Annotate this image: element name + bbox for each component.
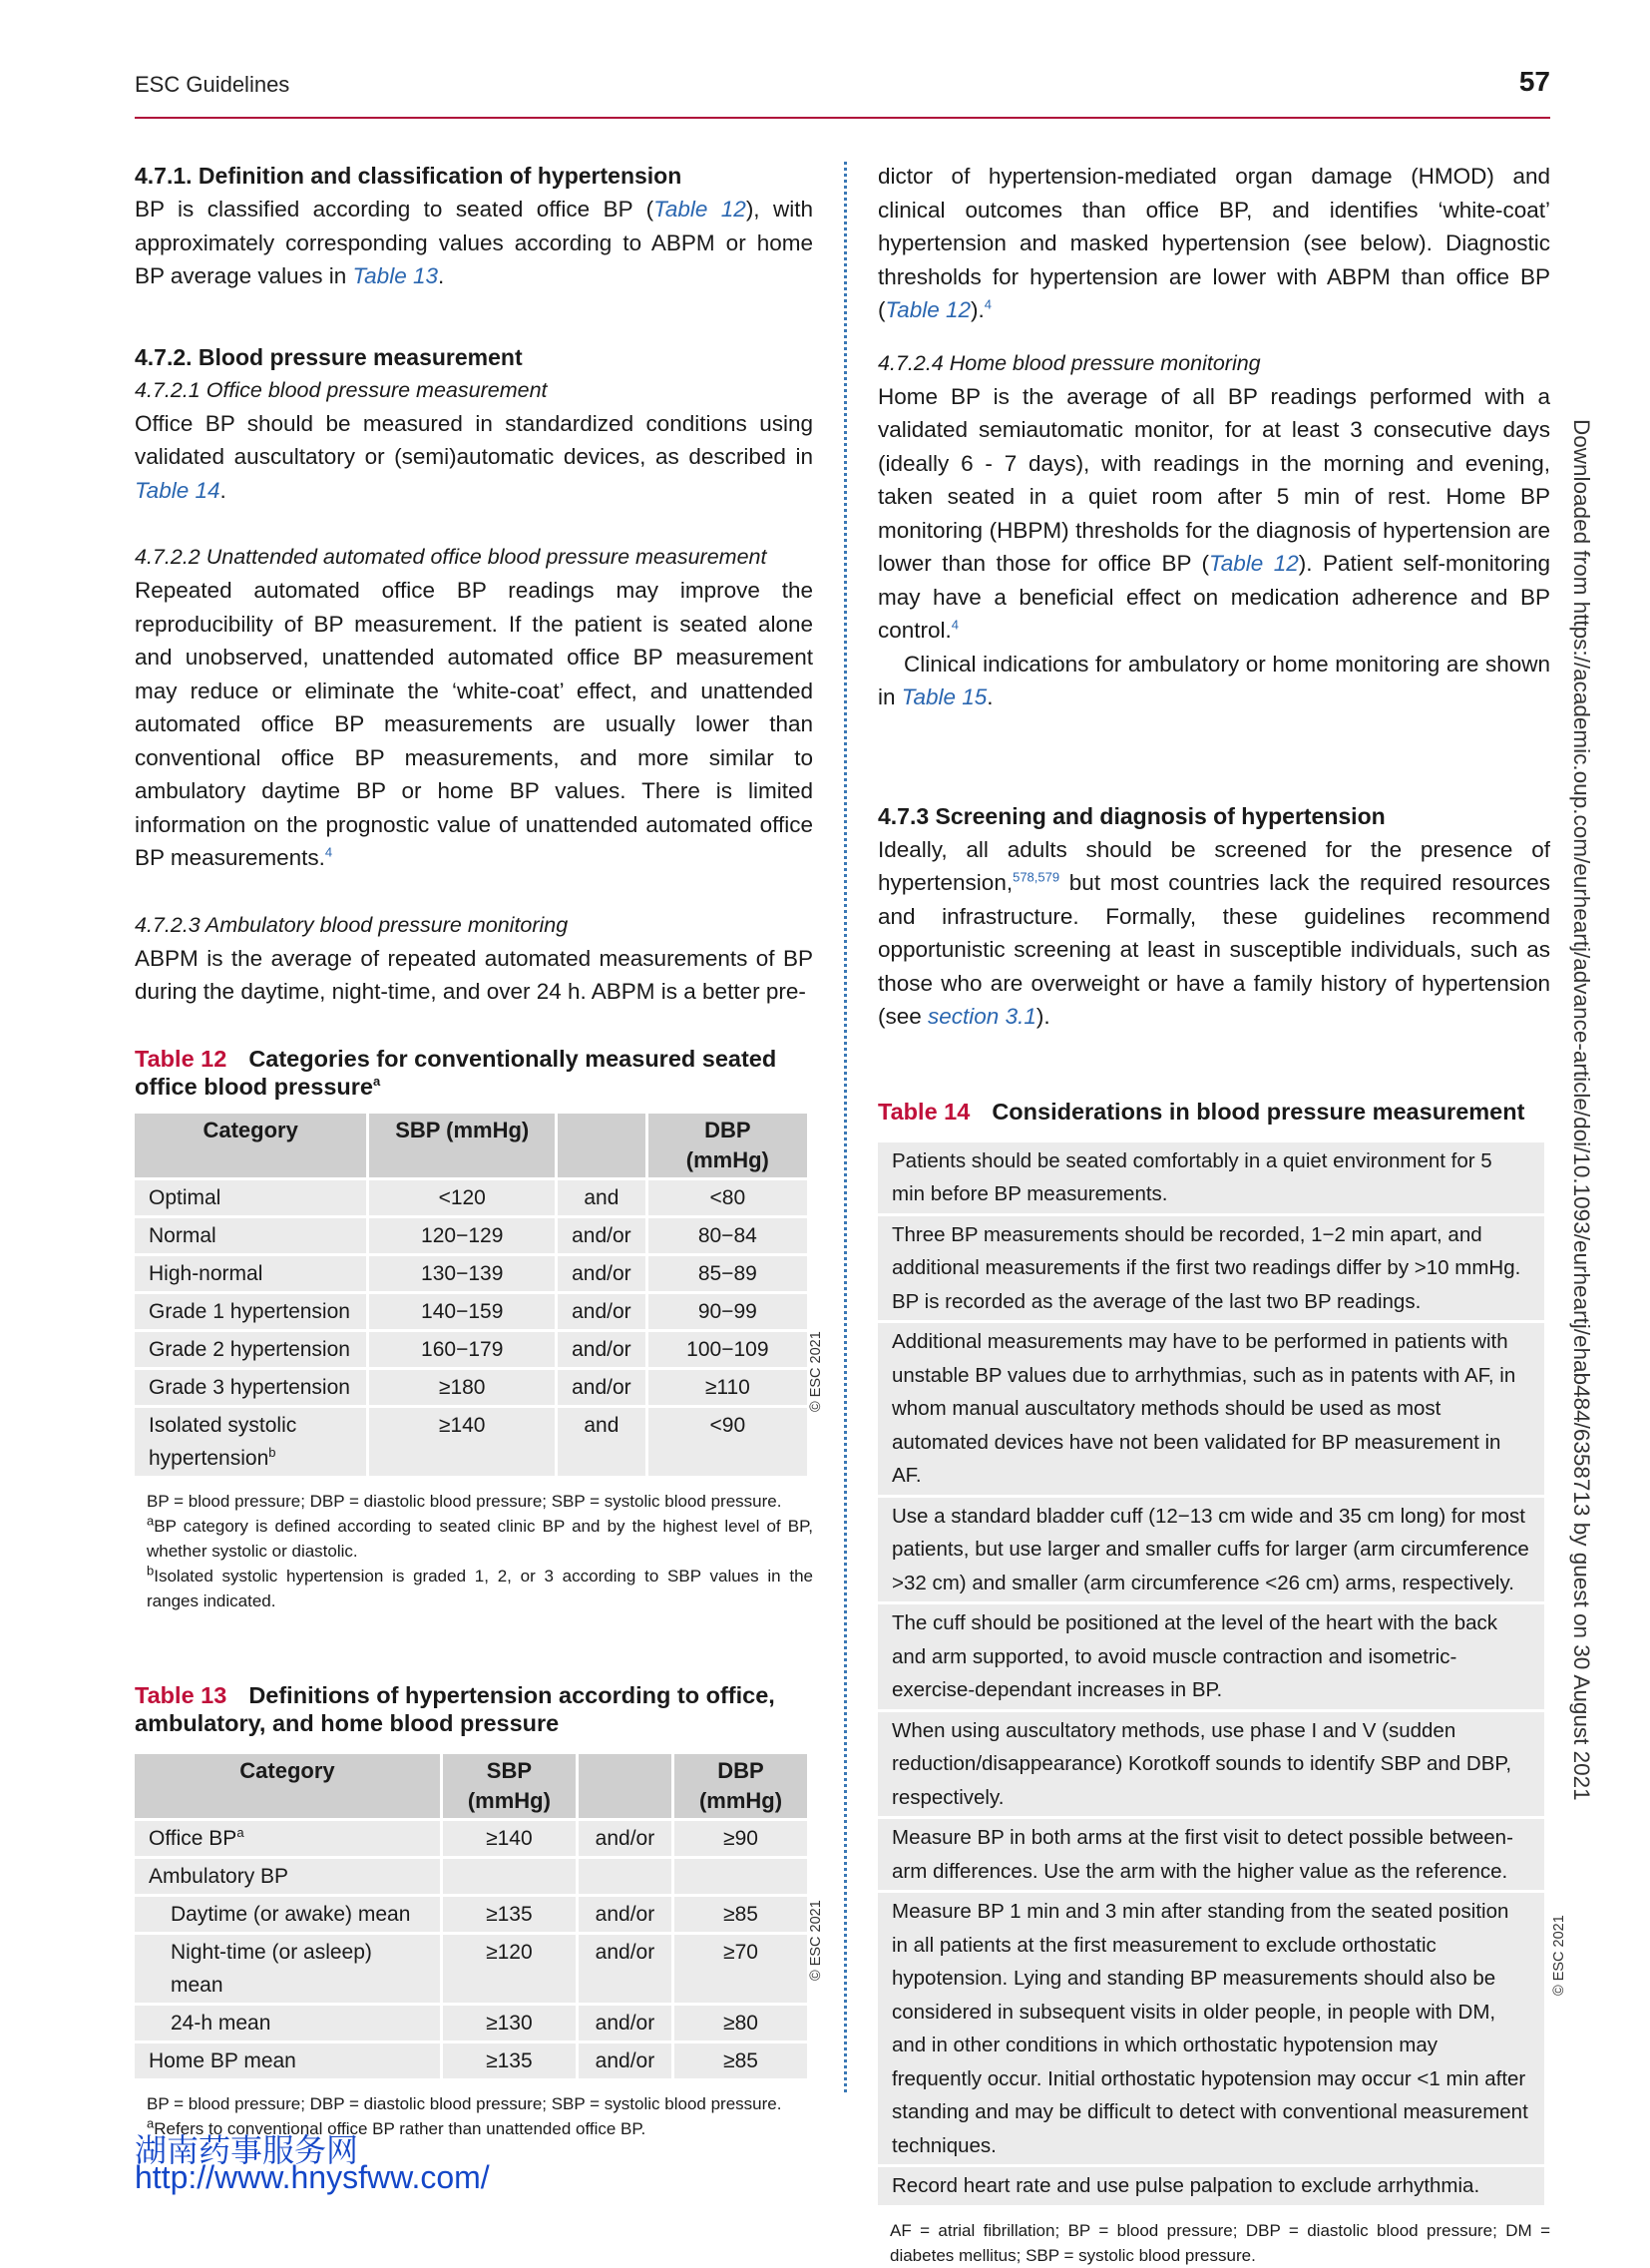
table-12-footnote-a: $^a$BP category is defined according to seated clinic BP and by the highest level of BP, whether systolic or diastolic. [147,1512,813,1561]
table-cell [135,1935,440,2003]
table-14-link[interactable]: Table 14 [135,477,220,503]
table-row [878,1604,1544,1709]
cell-text: 24-h mean [171,2011,271,2035]
download-notice: Downloaded from https://academic.oup.com/eurheartj/advance-article/doi/10.1093/eurheartj/ehab484/6358713 by guest on 30 August 2021 [1569,419,1594,1801]
table-cell: and/or [558,1218,645,1253]
table-13-link[interactable]: Table 13 [352,263,438,288]
table-cell: Measure BP 1 min and 3 min after standing from the seated position in all patients at the first measurement to exclude orthostatic hypotension. Lying and standing BP measurements should also be considered in subsequent visits in older people, in people with DM, and in other conditions in which orthostatic hypotension may frequently occur. Initial orthostatic hypotension may occur <1 min after standing and may be difficult to detect with conventional measurement techniques. [878,1893,1544,2164]
table-cell: and/or [558,1332,645,1367]
cell-text: Night-time (or asleep) mean [171,1940,372,1997]
table-cell: The cuff should be positioned at the level of the heart with the back and arm supported, to avoid muscle contraction and isometric-exercise-dependant increases in BP. [878,1604,1544,1709]
table-cell: and/or [579,2043,671,2078]
table-cell: Patients should be seated comfortably in a quiet environment for 5 min before BP measurements. [878,1142,1544,1213]
right-column [878,160,1550,2268]
table-12-copyright: © ESC 2021 [808,1331,824,1412]
table-cell: and/or [558,1256,645,1291]
table-cell: 100−109 [648,1332,807,1367]
table-row [135,1935,807,2003]
table-12-title: Table 12 Categories for conventionally measured seated office blood pressure$^a$ [135,1045,777,1100]
table-header: Category [135,1754,440,1818]
table-cell: and [558,1180,645,1215]
table-cell: and/or [579,2006,671,2041]
table-cell: ≥85 [674,1897,807,1932]
page-number: 57 [1518,66,1550,97]
section-4-7-2-3-heading: 4.7.2.3 Ambulatory blood pressure monitoring [135,912,569,937]
table-cell [579,1859,671,1894]
section-4-7-2-4-text-2: Clinical indications for ambulatory or home monitoring are shown in Table 15. [878,651,1550,709]
table-cell: 80−84 [648,1218,807,1253]
section-4-7-2-2-heading: 4.7.2.2 Unattended automated office blood pressure measurement [135,545,767,569]
table-header: Category [135,1114,366,1177]
table-13-number: Table 13 [135,1681,227,1708]
table-15-link[interactable]: Table 15 [901,684,988,709]
table-cell: <120 [369,1180,555,1215]
table-row [135,2006,807,2041]
table-cell [674,1859,807,1894]
header-rule [135,117,1550,119]
table-cell: ≥180 [369,1370,555,1405]
table-row [135,2043,807,2078]
table-12-link[interactable]: Table 12 [885,297,971,322]
table-cell: Grade 3 hypertension [135,1370,366,1405]
table-cell: ≥120 [443,1935,576,2003]
table-cell: 90−99 [648,1294,807,1329]
watermark-url[interactable]: http://www.hnysfww.com/ [135,2159,490,2195]
table-cell: When using auscultatory methods, use phase I and V (sudden reduction/disappearance) Korotkoff sounds to identify SBP and DBP, respectively. [878,1712,1544,1817]
running-head: ESC Guidelines [135,72,290,97]
table-13-copyright: © ESC 2021 [808,1900,824,1981]
section-4-7-2-4-heading: 4.7.2.4 Home blood pressure monitoring [878,350,1261,375]
table-header: DBP (mmHg) [648,1114,807,1177]
table-13-footnote-abbr: BP = blood pressure; DBP = diastolic blood pressure; SBP = systolic blood pressure. [147,2093,782,2113]
citation-4[interactable]: 4 [951,617,960,633]
table-14-copyright: © ESC 2021 [1551,1915,1567,1996]
table-header [579,1754,671,1818]
table-row [135,1180,807,1215]
table-cell: and/or [579,1935,671,2003]
column-divider [844,162,847,2092]
table-cell: Three BP measurements should be recorded, 1−2 min apart, and additional measurements if the first two readings differ by >10 mmHg. BP is recorded as the average of the last two BP readings. [878,1216,1544,1321]
table-row [135,1218,807,1253]
table-cell: High-normal [135,1256,366,1291]
table-cell: ≥135 [443,2043,576,2078]
table-13-title: Table 13 Definitions of hypertension according to office, ambulatory, and home blood pressure [135,1681,775,1736]
table-12-number: Table 12 [135,1045,227,1072]
table-cell: and/or [558,1370,645,1405]
table-cell: ≥130 [443,2006,576,2041]
table-row [878,1893,1544,2164]
table-cell: 85−89 [648,1256,807,1291]
watermark-title: 湖南药事服务网 [135,2131,359,2169]
table-13 [132,1751,810,2081]
table-cell: ≥70 [674,1935,807,2003]
table-row [135,1859,807,1894]
table-cell: 140−159 [369,1294,555,1329]
table-cell [443,1859,576,1894]
section-4-7-3-heading: 4.7.3 Screening and diagnosis of hypertension [878,802,1386,829]
table-cell: Additional measurements may have to be performed in patients with unstable BP values due to arrhythmias, such as in patents with AF, in whom manual auscultatory methods should be used as most automated devices have not been validated for BP measurement in AF. [878,1323,1544,1495]
table-row [878,1712,1544,1817]
table-row [878,2167,1544,2205]
table-cell [135,2043,440,2078]
table-cell: ≥80 [674,2006,807,2041]
cell-text: Isolated systolic hypertension [149,1413,297,1470]
table-header [558,1114,645,1177]
table-12-footnotes [147,1489,813,1613]
table-cell: Optimal [135,1180,366,1215]
table-13-footnote-a: $^a$Refers to conventional office BP rather than unattended office BP. [147,2114,646,2138]
table-row [135,1897,807,1932]
table-row [878,1819,1544,1890]
section-4-7-2-2-text: Repeated automated office BP readings may improve the reproducibility of BP measurement. If the patient is seated alone and unobserved, unattended automated office BP measurement may reduce or eliminate the ‘white-coat’ effect, and unattended automated office BP measurements are usually lower than conventional office BP measurements, and more similar to ambulatory daytime BP or home BP values. There is limited information on the prognostic value of unattended automated office BP measurements.$^4$ [135,578,813,870]
table-cell: Record heart rate and use pulse palpation to exclude arrhythmia. [878,2167,1544,2205]
footnote-mark: a [236,1824,244,1840]
table-cell: Use a standard bladder cuff (12−13 cm wide and 35 cm long) for most patients, but use larger and smaller cuffs for larger (arm circumference >32 cm) and smaller (arm circumference <26 cm) arms, respectively. [878,1498,1544,1602]
table-row [135,1408,807,1476]
table-12-link[interactable]: Table 12 [1209,551,1299,576]
footnote-mark: b [268,1444,276,1460]
table-cell: ≥110 [648,1370,807,1405]
table-cell: <90 [648,1408,807,1476]
table-row [135,1370,807,1405]
table-12-footnote-b: $^b$Isolated systolic hypertension is graded 1, 2, or 3 according to SBP values in the ranges indicated. [147,1562,813,1610]
abpm-continuation-text: dictor of hypertension-mediated organ damage (HMOD) and clinical outcomes than office BP, and identifies ‘white-coat’ hypertension and masked hypertension (see below). Diagnostic thresholds for hypertension are lower with ABPM than office BP (Table 12).$^4$ [878,164,1550,322]
table-cell: 160−179 [369,1332,555,1367]
table-cell: 120−129 [369,1218,555,1253]
section-4-7-2-1-text: Office BP should be measured in standardized conditions using validated auscultatory or (semi)automatic devices, as described in Table 14. [135,410,813,503]
section-4-7-2-4-text: Home BP is the average of all BP readings performed with a validated semiautomatic monitor, for at least 3 consecutive days (ideally 6 - 7 days), with readings in the morning and evening, taken seated in a quiet room after 5 min of rest. Home BP monitoring (HBPM) thresholds for the diagnosis of hypertension are lower than those for office BP (Table 12). Patient self-monitoring may have a beneficial effect on medication adherence and BP control.$^4$ [878,383,1551,643]
table-14 [875,1139,1547,2208]
table-row [135,1821,807,1856]
table-12-footnote-abbr: BP = blood pressure; DBP = diastolic blood pressure; SBP = systolic blood pressure. [147,1491,782,1511]
table-cell: ≥85 [674,2043,807,2078]
section-3-1-link[interactable]: section 3.1 [928,1004,1036,1029]
table-cell: Measure BP in both arms at the first visit to detect possible between-arm differences. Use the arm with the higher value as the reference. [878,1819,1544,1890]
table-cell: <80 [648,1180,807,1215]
table-14-footnote: AF = atrial fibrillation; BP = blood pressure; DBP = diastolic blood pressure; DM = diabetes mellitus; SBP = systolic blood pressure. [890,2220,1550,2265]
table-cell: Normal [135,1218,366,1253]
table-cell: and/or [558,1294,645,1329]
table-14-title: Table 14 Considerations in blood pressure measurement [878,1098,1525,1125]
table-cell: ≥140 [369,1408,555,1476]
table-row [878,1142,1544,1213]
table-12-link[interactable]: Table 12 [653,197,746,222]
table-cell: ≥90 [674,1821,807,1856]
section-4-7-2-1-heading: 4.7.2.1 Office blood pressure measurement [135,377,548,402]
cell-text: Daytime (or awake) mean [171,1902,411,1926]
table-cell: Grade 1 hypertension [135,1294,366,1329]
left-column [135,160,813,2141]
cell-text: Home BP mean [149,2048,296,2072]
table-cell: and [558,1408,645,1476]
table-cell [135,1821,440,1856]
table-row [878,1323,1544,1495]
table-cell: 130−139 [369,1256,555,1291]
table-row [135,1256,807,1291]
cell-text: Ambulatory BP [149,1864,289,1888]
table-header: SBP (mmHg) [369,1114,555,1177]
section-4-7-3-text: Ideally, all adults should be screened for the presence of hypertension,$^{578,579}$ but most countries lack the required resources and infrastructure. Formally, these guidelines recommend opportunistic screening at least in susceptible individuals, such as those who are overweight or have a family history of hypertension (see section 3.1). [878,836,1550,1029]
section-4-7-1-text: BP is classified according to seated office BP (Table 12), with approximately corresponding values according to ABPM or home BP average values in Table 13. [135,197,813,288]
table-cell [135,2006,440,2041]
cell-text: Office BP [149,1826,237,1850]
table-row [135,1294,807,1329]
table-row [878,1216,1544,1321]
citation-4[interactable]: 4 [324,844,333,860]
table-header: DBP (mmHg) [674,1754,807,1818]
citation-578-579[interactable]: 578,579 [1013,869,1060,885]
table-14-number: Table 14 [878,1098,971,1125]
table-12 [132,1111,810,1479]
section-4-7-1-heading: 4.7.1. Definition and classification of hypertension [135,163,682,189]
table-cell [135,1408,366,1476]
section-4-7-2-3-text: ABPM is the average of repeated automated measurements of BP during the daytime, night-time, and over 24 h. ABPM is a better pre- [135,945,813,1004]
table-cell [135,1859,440,1894]
table-row [878,1498,1544,1602]
table-cell: and/or [579,1897,671,1932]
table-cell: and/or [579,1821,671,1856]
citation-4[interactable]: 4 [984,296,992,312]
table-cell [135,1897,440,1932]
table-row [135,1332,807,1367]
section-4-7-2-heading: 4.7.2. Blood pressure measurement [135,343,523,370]
table-cell: ≥140 [443,1821,576,1856]
table-cell: ≥135 [443,1897,576,1932]
table-header: SBP (mmHg) [443,1754,576,1818]
table-cell: Grade 2 hypertension [135,1332,366,1367]
